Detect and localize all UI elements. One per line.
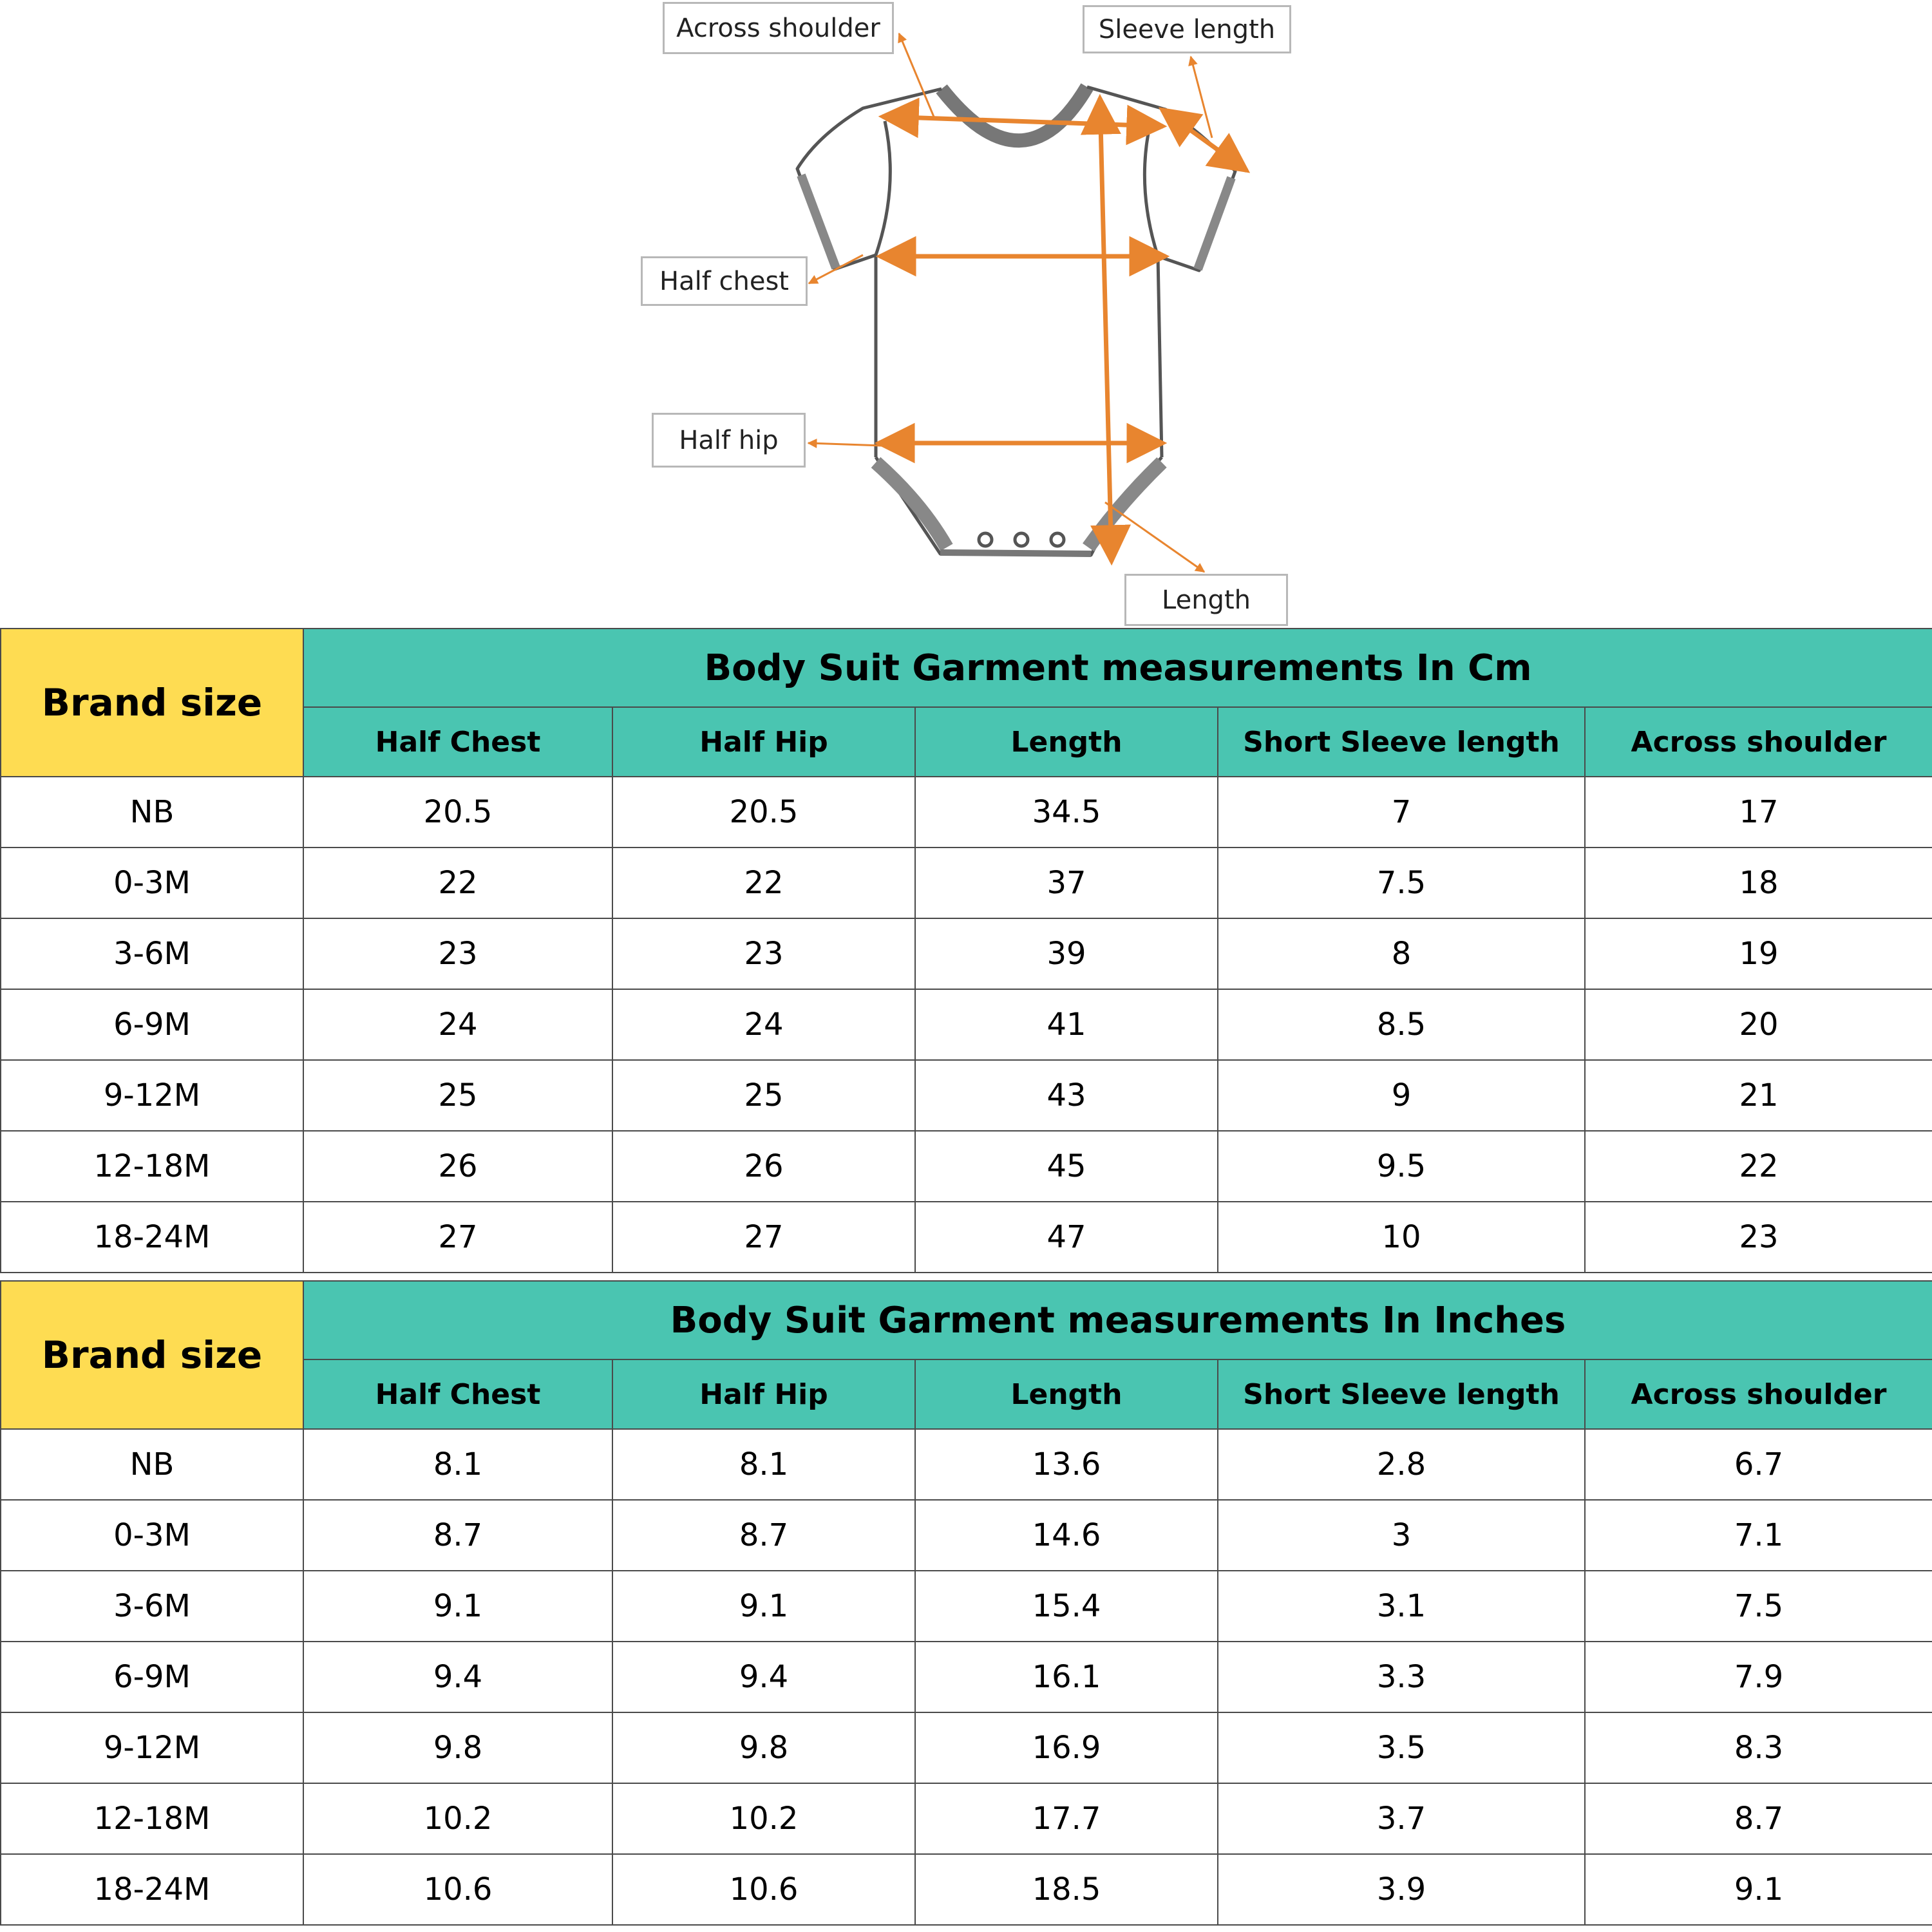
value-cell: 9.5 xyxy=(1218,1131,1585,1202)
table-row xyxy=(1,1500,1932,1571)
value-cell: 22 xyxy=(303,848,612,918)
value-cell: 27 xyxy=(303,1202,612,1273)
column-header-half-hip: Half Hip xyxy=(612,707,915,777)
value-cell: 37 xyxy=(915,848,1218,918)
value-cell: 9.1 xyxy=(612,1571,915,1642)
value-cell: 7.5 xyxy=(1585,1571,1932,1642)
value-cell: 47 xyxy=(915,1202,1218,1273)
value-cell: 7.1 xyxy=(1585,1500,1932,1571)
value-cell: 3.1 xyxy=(1218,1571,1585,1642)
value-cell: 10 xyxy=(1218,1202,1585,1273)
value-cell: 9.8 xyxy=(612,1712,915,1783)
value-cell: 8.1 xyxy=(612,1429,915,1500)
value-cell: 16.1 xyxy=(915,1642,1218,1712)
size-table-inches xyxy=(0,1280,1932,1926)
value-cell: 18.5 xyxy=(915,1854,1218,1925)
length-label: Length xyxy=(1124,574,1288,626)
value-cell: 14.6 xyxy=(915,1500,1218,1571)
value-cell: 10.2 xyxy=(303,1783,612,1854)
value-cell: 8.5 xyxy=(1218,989,1585,1060)
value-cell: 10.2 xyxy=(612,1783,915,1854)
length-leader xyxy=(1105,502,1204,572)
value-cell: 39 xyxy=(915,918,1218,989)
size-cell: 0-3M xyxy=(1,848,303,918)
sleeve-length-label: Sleeve length xyxy=(1083,5,1291,53)
value-cell: 13.6 xyxy=(915,1429,1218,1500)
size-cell: 18-24M xyxy=(1,1854,303,1925)
brand-size-header: Brand size xyxy=(1,1281,303,1429)
value-cell: 9.8 xyxy=(303,1712,612,1783)
size-cell: NB xyxy=(1,777,303,848)
value-cell: 3.7 xyxy=(1218,1783,1585,1854)
size-cell: 12-18M xyxy=(1,1131,303,1202)
value-cell: 3.3 xyxy=(1218,1642,1585,1712)
value-cell: 3.9 xyxy=(1218,1854,1585,1925)
size-cell: 18-24M xyxy=(1,1202,303,1273)
value-cell: 16.9 xyxy=(915,1712,1218,1783)
column-header-sleeve-length: Short Sleeve length xyxy=(1218,707,1585,777)
value-cell: 20 xyxy=(1585,989,1932,1060)
value-cell: 41 xyxy=(915,989,1218,1060)
value-cell: 25 xyxy=(612,1060,915,1131)
bodysuit-outline xyxy=(797,87,1235,555)
measurement-diagram xyxy=(0,0,1932,628)
value-cell: 23 xyxy=(612,918,915,989)
brand-size-header: Brand size xyxy=(1,629,303,777)
value-cell: 3 xyxy=(1218,1500,1585,1571)
value-cell: 8.3 xyxy=(1585,1712,1932,1783)
value-cell: 2.8 xyxy=(1218,1429,1585,1500)
value-cell: 8.7 xyxy=(1585,1783,1932,1854)
hip-leader xyxy=(808,443,882,446)
value-cell: 26 xyxy=(612,1131,915,1202)
column-header-half-chest: Half Chest xyxy=(303,707,612,777)
value-cell: 25 xyxy=(303,1060,612,1131)
table-row xyxy=(1,918,1932,989)
value-cell: 8 xyxy=(1218,918,1585,989)
table-row xyxy=(1,848,1932,918)
value-cell: 24 xyxy=(303,989,612,1060)
value-cell: 7.9 xyxy=(1585,1642,1932,1712)
size-cell: NB xyxy=(1,1429,303,1500)
column-header-across-shoulder: Across shoulder xyxy=(1585,1359,1932,1429)
value-cell: 45 xyxy=(915,1131,1218,1202)
value-cell: 10.6 xyxy=(612,1854,915,1925)
table-row xyxy=(1,777,1932,848)
table-row xyxy=(1,989,1932,1060)
value-cell: 8.7 xyxy=(303,1500,612,1571)
value-cell: 20.5 xyxy=(303,777,612,848)
column-header-length: Length xyxy=(915,707,1218,777)
table-row xyxy=(1,1783,1932,1854)
table-title: Body Suit Garment measurements In Inches xyxy=(303,1281,1932,1359)
value-cell: 27 xyxy=(612,1202,915,1273)
size-cell: 9-12M xyxy=(1,1060,303,1131)
table-row xyxy=(1,1854,1932,1925)
table-row xyxy=(1,1202,1932,1273)
value-cell: 34.5 xyxy=(915,777,1218,848)
column-header-sleeve-length: Short Sleeve length xyxy=(1218,1359,1585,1429)
table-row xyxy=(1,1429,1932,1500)
size-cell: 0-3M xyxy=(1,1500,303,1571)
table-row xyxy=(1,1131,1932,1202)
value-cell: 19 xyxy=(1585,918,1932,989)
value-cell: 7 xyxy=(1218,777,1585,848)
value-cell: 6.7 xyxy=(1585,1429,1932,1500)
table-row xyxy=(1,1712,1932,1783)
across-shoulder-label: Across shoulder xyxy=(663,2,894,54)
value-cell: 21 xyxy=(1585,1060,1932,1131)
sleeve-arrow xyxy=(1162,109,1247,171)
value-cell: 18 xyxy=(1585,848,1932,918)
value-cell: 22 xyxy=(612,848,915,918)
value-cell: 3.5 xyxy=(1218,1712,1585,1783)
value-cell: 10.6 xyxy=(303,1854,612,1925)
value-cell: 9.4 xyxy=(303,1642,612,1712)
value-cell: 43 xyxy=(915,1060,1218,1131)
bodysuit-illustration xyxy=(0,0,1932,628)
value-cell: 20.5 xyxy=(612,777,915,848)
size-cell: 6-9M xyxy=(1,1642,303,1712)
value-cell: 23 xyxy=(1585,1202,1932,1273)
size-cell: 6-9M xyxy=(1,989,303,1060)
size-cell: 12-18M xyxy=(1,1783,303,1854)
value-cell: 23 xyxy=(303,918,612,989)
value-cell: 7.5 xyxy=(1218,848,1585,918)
value-cell: 22 xyxy=(1585,1131,1932,1202)
length-arrow xyxy=(1100,98,1112,562)
column-header-length: Length xyxy=(915,1359,1218,1429)
value-cell: 9.1 xyxy=(1585,1854,1932,1925)
table-title: Body Suit Garment measurements In Cm xyxy=(303,629,1932,707)
size-table-cm xyxy=(0,628,1932,1273)
column-header-half-chest: Half Chest xyxy=(303,1359,612,1429)
half-chest-label: Half chest xyxy=(641,256,808,306)
value-cell: 8.7 xyxy=(612,1500,915,1571)
value-cell: 8.1 xyxy=(303,1429,612,1500)
sleeve-leader xyxy=(1191,57,1212,138)
measurement-arrows xyxy=(808,33,1247,572)
table-row xyxy=(1,1571,1932,1642)
value-cell: 17 xyxy=(1585,777,1932,848)
size-cell: 3-6M xyxy=(1,918,303,989)
table-row xyxy=(1,1060,1932,1131)
value-cell: 17.7 xyxy=(915,1783,1218,1854)
value-cell: 24 xyxy=(612,989,915,1060)
value-cell: 26 xyxy=(303,1131,612,1202)
value-cell: 15.4 xyxy=(915,1571,1218,1642)
table-row xyxy=(1,1642,1932,1712)
value-cell: 9.4 xyxy=(612,1642,915,1712)
across-shoulder-leader xyxy=(899,33,935,120)
column-header-half-hip: Half Hip xyxy=(612,1359,915,1429)
half-hip-label: Half hip xyxy=(652,413,806,468)
size-cell: 9-12M xyxy=(1,1712,303,1783)
across-shoulder-arrow xyxy=(882,117,1163,126)
size-cell: 3-6M xyxy=(1,1571,303,1642)
value-cell: 9.1 xyxy=(303,1571,612,1642)
column-header-across-shoulder: Across shoulder xyxy=(1585,707,1932,777)
value-cell: 9 xyxy=(1218,1060,1585,1131)
